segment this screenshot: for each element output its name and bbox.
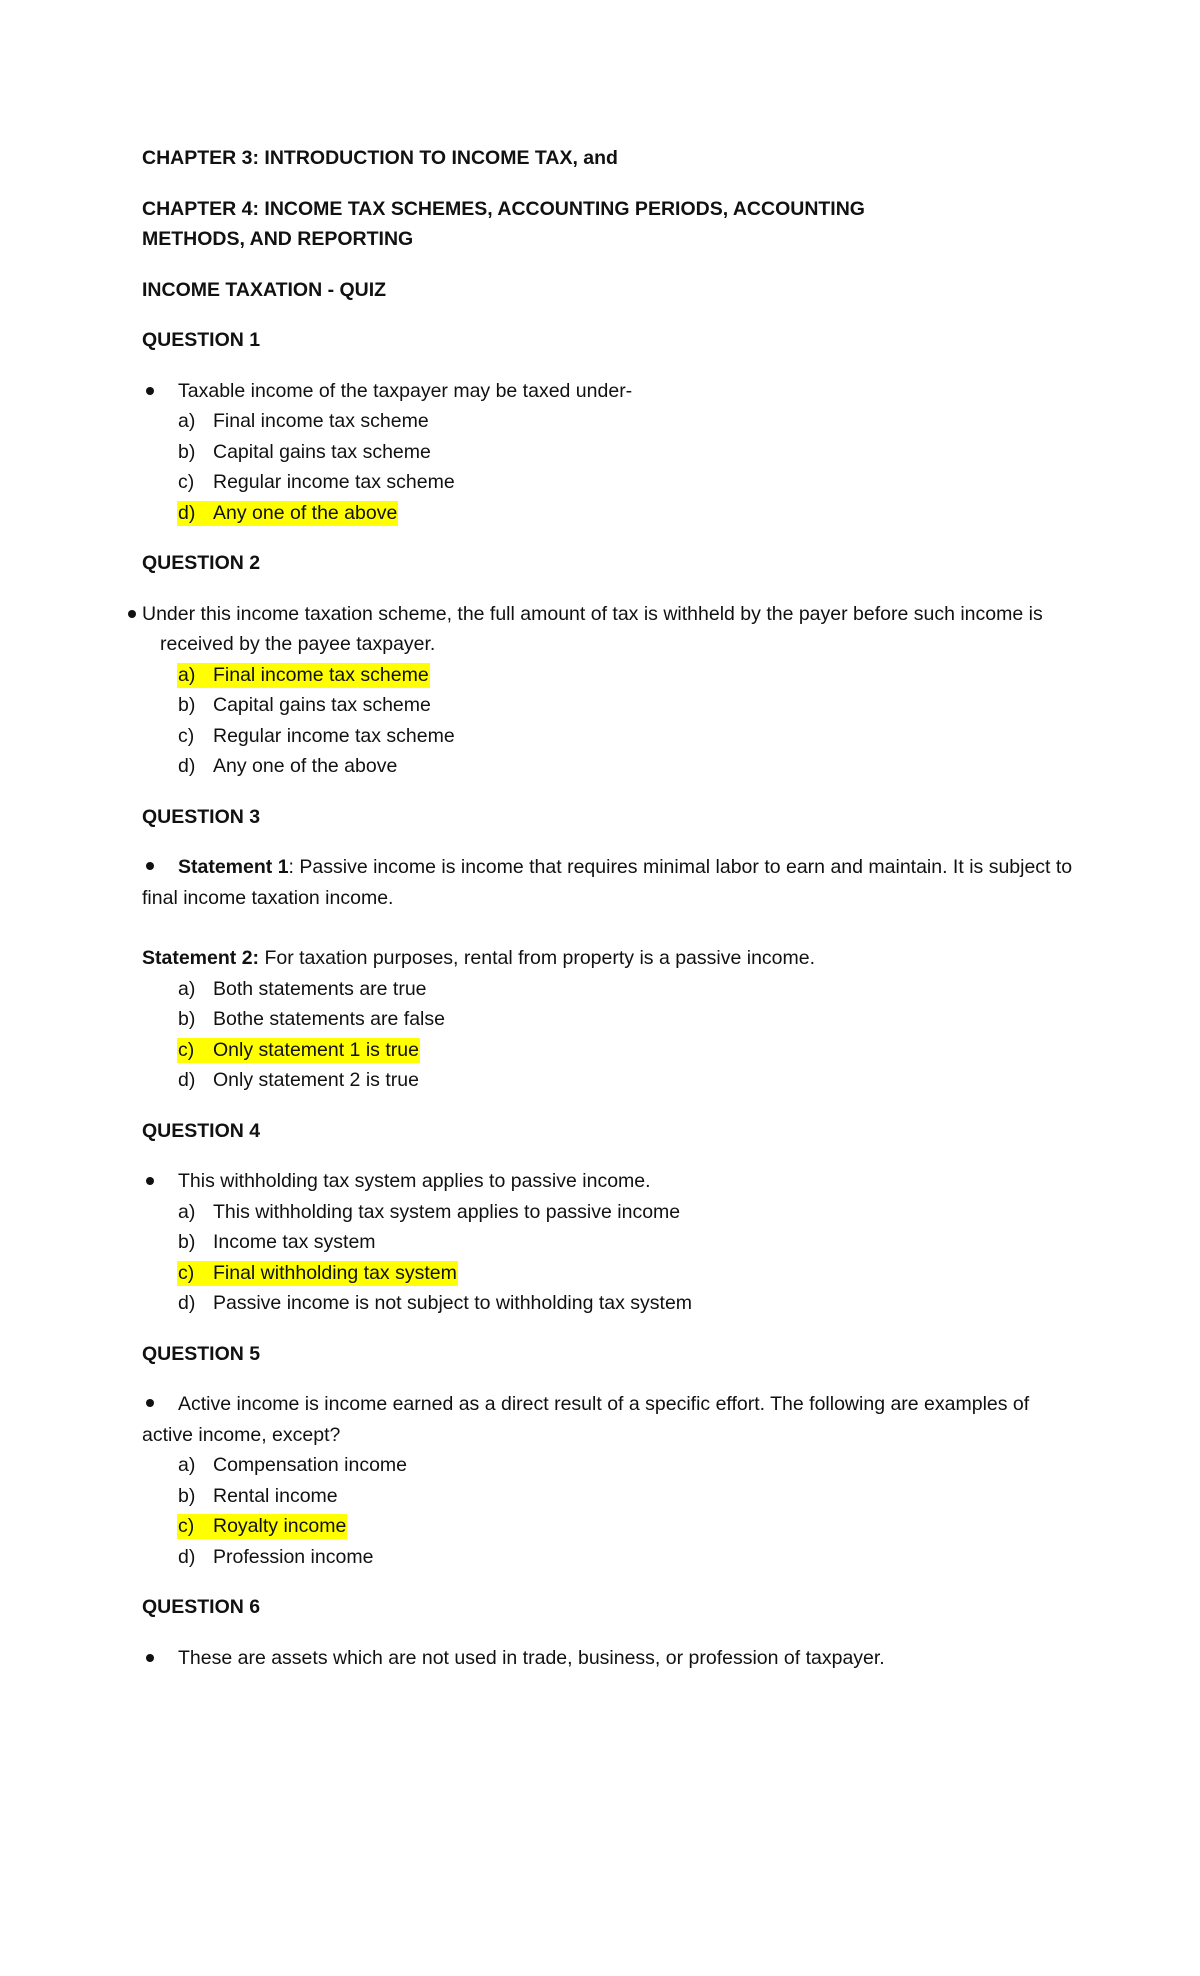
option-letter: a) — [178, 977, 196, 1000]
answer-option — [142, 1542, 1200, 1573]
statement-1-label: Statement 1 — [178, 856, 289, 878]
question-4-options — [142, 1197, 1200, 1319]
option-letter: d) — [178, 1292, 196, 1314]
answer-option — [142, 690, 1200, 721]
question-3-options — [142, 974, 1200, 1096]
statement-1-text: : Passive income is income that requires minimal labor to earn and maintain. It is subject to final income taxation income. — [142, 856, 1073, 909]
option-text: Capital gains tax scheme — [213, 694, 431, 716]
answer-option-highlighted — [142, 498, 1200, 529]
bullet-icon — [146, 1399, 154, 1407]
answer-option-highlighted — [142, 1258, 1200, 1289]
statement-2-text: For taxation purposes, rental from property is a passive income. — [259, 947, 816, 969]
option-letter: a) — [178, 410, 196, 432]
answer-option-highlighted — [142, 1511, 1200, 1542]
option-text: Bothe statements are false — [213, 1008, 445, 1030]
option-letter: b) — [178, 440, 196, 463]
option-text: This withholding tax system applies to passive income — [213, 1200, 681, 1223]
answer-option — [142, 1227, 1200, 1258]
option-letter: c) — [178, 1515, 195, 1537]
option-letter: c) — [178, 1038, 195, 1061]
option-text: Any one of the above — [213, 501, 398, 524]
option-text: Compensation income — [213, 1454, 408, 1476]
option-text: Royalty income — [213, 1515, 347, 1537]
chapter-4-heading: CHAPTER 4: INCOME TAX SCHEMES, ACCOUNTING PERIODS, ACCOUNTING METHODS, AND REPORTING — [142, 197, 865, 250]
question-5-options — [142, 1450, 1200, 1572]
bullet-icon — [146, 862, 154, 870]
option-letter: d) — [178, 1069, 196, 1091]
question-4-label: QUESTION 4 — [142, 1119, 261, 1142]
answer-option — [142, 1288, 1200, 1319]
bullet-icon — [146, 1654, 154, 1662]
option-text: Income tax system — [213, 1231, 376, 1253]
answer-option — [142, 1065, 1200, 1096]
answer-option-highlighted — [142, 1035, 1200, 1066]
option-letter: a) — [178, 1200, 196, 1223]
question-2-prompt: Under this income taxation scheme, the full amount of tax is withheld by the payer before such income is received by the payee taxpayer. — [142, 599, 1082, 660]
answer-option — [142, 406, 1200, 437]
option-letter: c) — [178, 1261, 195, 1284]
option-letter: c) — [178, 471, 195, 493]
statement-2-label: Statement 2: — [142, 947, 260, 969]
option-text: Regular income tax scheme — [213, 724, 455, 747]
bullet-icon — [128, 610, 136, 618]
answer-option — [142, 1450, 1200, 1481]
option-letter: c) — [178, 724, 195, 747]
answer-option — [142, 721, 1200, 752]
question-5-prompt: Active income is income earned as a direct result of a specific effort. The following are examples of active income, except? — [142, 1393, 1030, 1446]
question-2-options — [142, 660, 1200, 782]
answer-option — [142, 974, 1200, 1005]
answer-option — [142, 1004, 1200, 1035]
option-text: Only statement 2 is true — [213, 1069, 419, 1091]
option-text: Final income tax scheme — [213, 663, 429, 686]
question-6-label: QUESTION 6 — [142, 1596, 261, 1618]
answer-option — [142, 1197, 1200, 1228]
option-text: Both statements are true — [213, 977, 427, 1000]
question-2-label: QUESTION 2 — [142, 552, 261, 574]
option-letter: b) — [178, 1008, 196, 1030]
question-1-prompt: Taxable income of the taxpayer may be taxed under- — [142, 376, 1200, 407]
option-text: Rental income — [213, 1484, 338, 1507]
option-letter: b) — [178, 694, 196, 716]
option-letter: a) — [178, 1454, 196, 1476]
question-3-label: QUESTION 3 — [142, 805, 261, 828]
option-text: Regular income tax scheme — [213, 471, 455, 493]
question-5-label: QUESTION 5 — [142, 1342, 261, 1365]
question-6-prompt: These are assets which are not used in trade, business, or profession of taxpayer. — [142, 1643, 1200, 1674]
option-text: Final withholding tax system — [213, 1261, 457, 1284]
option-letter: d) — [178, 501, 196, 524]
quiz-title: INCOME TAXATION - QUIZ — [142, 278, 387, 301]
option-letter: d) — [178, 1545, 196, 1568]
question-3-statement-1 — [142, 852, 1082, 913]
option-text: Final income tax scheme — [213, 410, 429, 432]
option-text: Only statement 1 is true — [213, 1038, 419, 1061]
bullet-icon — [146, 1177, 154, 1185]
answer-option-highlighted — [142, 660, 1200, 691]
option-text: Passive income is not subject to withholding tax system — [213, 1292, 693, 1314]
bullet-icon — [146, 387, 154, 395]
option-text: Any one of the above — [213, 755, 398, 777]
question-3-statement-2 — [142, 943, 1200, 974]
answer-option — [142, 467, 1200, 498]
answer-option — [142, 751, 1200, 782]
chapter-3-heading: CHAPTER 3: INTRODUCTION TO INCOME TAX, and — [142, 147, 618, 169]
option-letter: d) — [178, 755, 196, 777]
answer-option — [142, 437, 1200, 468]
option-letter: b) — [178, 1231, 196, 1253]
question-1-label: QUESTION 1 — [142, 329, 261, 351]
question-4-prompt: This withholding tax system applies to passive income. — [142, 1166, 1200, 1197]
answer-option — [142, 1481, 1200, 1512]
option-text: Profession income — [213, 1545, 374, 1568]
option-letter: b) — [178, 1484, 196, 1507]
question-1-options — [142, 406, 1200, 528]
option-text: Capital gains tax scheme — [213, 440, 431, 463]
option-letter: a) — [178, 663, 196, 686]
